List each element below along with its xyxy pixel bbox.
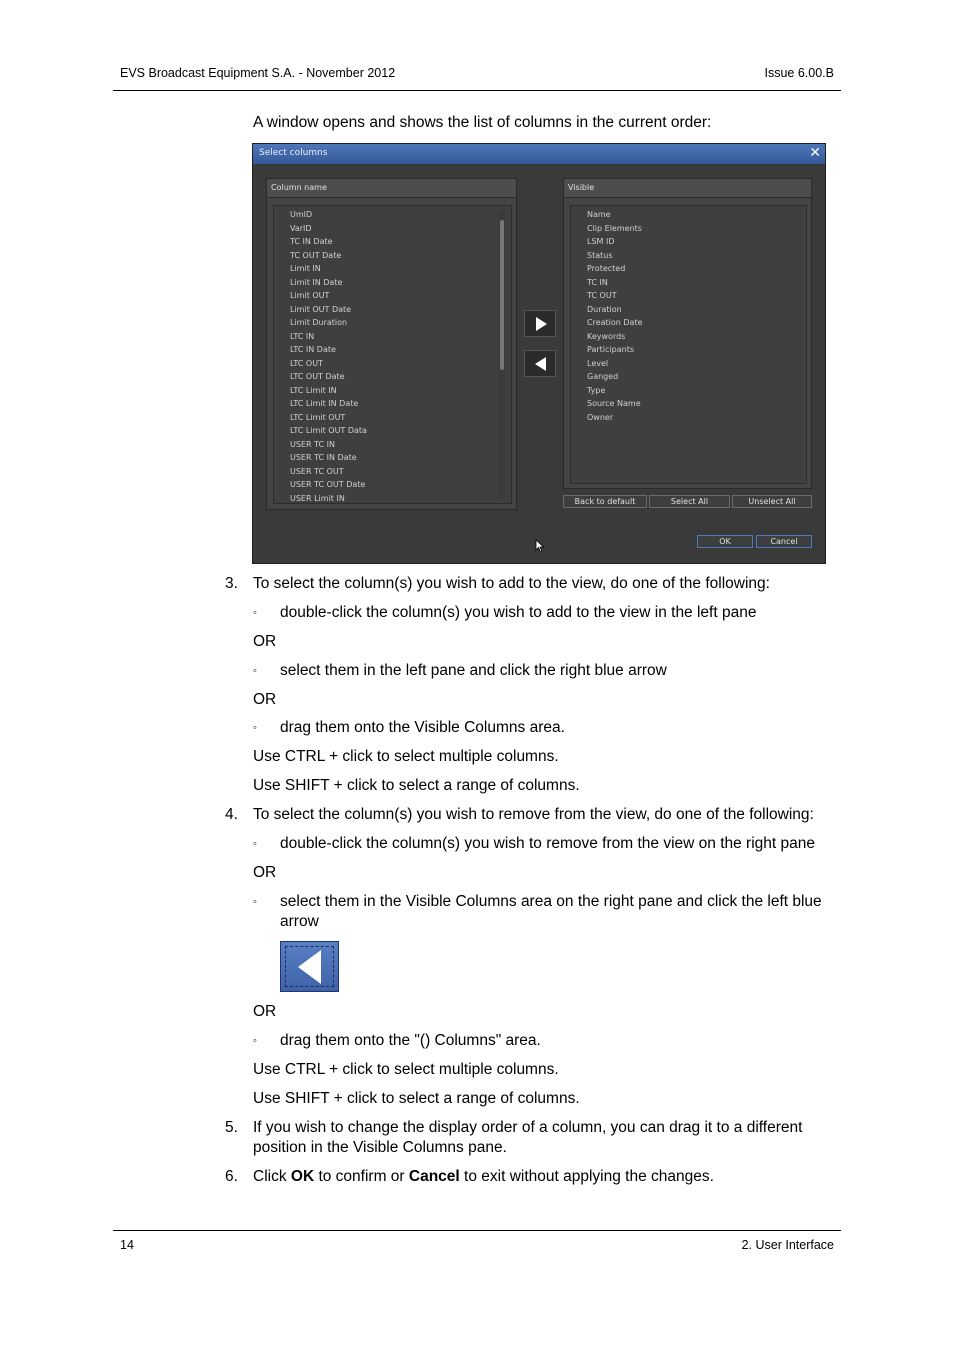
header-right: Issue 6.00.B xyxy=(764,66,834,80)
step4-bullet3: drag them onto the "() Columns" area. xyxy=(280,1032,541,1049)
column-name-header: Column name xyxy=(267,179,516,198)
scroll-thumb[interactable] xyxy=(500,220,504,370)
dialog-title: Select columns xyxy=(259,148,328,158)
remove-arrow-button[interactable] xyxy=(524,350,556,377)
mouse-cursor-icon xyxy=(535,539,545,553)
page-number: 14 xyxy=(120,1238,134,1252)
select-columns-dialog xyxy=(252,143,826,564)
left-item[interactable]: LTC OUT Date xyxy=(290,372,345,381)
left-item[interactable]: Limit OUT Date xyxy=(290,304,352,314)
step4-text: To select the column(s) you wish to remove from the view, do one of the following: xyxy=(253,806,814,823)
left-item[interactable]: TC OUT Date xyxy=(290,250,342,260)
step3-text: To select the column(s) you wish to add to the view, do one of the following: xyxy=(253,575,770,592)
step6-cancel: Cancel xyxy=(408,1168,460,1185)
left-item[interactable]: USER Limit IN xyxy=(290,493,345,503)
left-item[interactable]: USER TC OUT Date xyxy=(290,480,366,489)
right-item[interactable]: Owner xyxy=(587,412,614,422)
step6-post: to exit without applying the changes. xyxy=(459,1168,714,1185)
bullet-icon: ◦ xyxy=(253,896,257,908)
header-rule xyxy=(113,90,841,91)
bullet-icon: ◦ xyxy=(253,722,257,734)
right-item[interactable]: LSM ID xyxy=(587,237,615,246)
visible-columns-list[interactable] xyxy=(570,205,807,484)
bullet-icon: ◦ xyxy=(253,1035,257,1047)
step6-mid: to confirm or xyxy=(314,1168,409,1185)
step3-bullet2: select them in the left pane and click the right blue arrow xyxy=(280,662,667,679)
step3-bullet3: drag them onto the Visible Columns area. xyxy=(280,719,565,736)
right-item[interactable]: TC OUT xyxy=(587,291,617,300)
visible-panel xyxy=(563,178,812,489)
left-item[interactable]: Limit IN Date xyxy=(290,277,343,287)
step3-ctrl-note: Use CTRL + click to select multiple columns. xyxy=(253,748,559,765)
left-blue-arrow-icon xyxy=(280,941,339,992)
visible-header: Visible xyxy=(564,179,811,198)
right-item[interactable]: Ganged xyxy=(587,372,619,381)
back-to-default-button[interactable]: Back to default xyxy=(563,495,647,508)
bullet-icon: ◦ xyxy=(253,607,257,619)
right-arrow-icon xyxy=(536,317,547,331)
left-item[interactable]: LTC Limit OUT xyxy=(290,412,346,422)
left-item[interactable]: VarID xyxy=(290,223,312,233)
step6-ok: OK xyxy=(290,1168,315,1185)
step4-shift-note: Use SHIFT + click to select a range of columns. xyxy=(253,1090,580,1107)
left-item[interactable]: LTC IN Date xyxy=(290,345,336,354)
available-columns-list[interactable] xyxy=(273,205,512,504)
left-item[interactable]: LTC Limit IN xyxy=(290,385,337,395)
left-item[interactable]: UmID xyxy=(290,210,313,219)
right-item[interactable]: Participants xyxy=(587,345,634,354)
step3-number: 3. xyxy=(225,575,238,592)
bullet-icon: ◦ xyxy=(253,665,257,677)
close-icon[interactable]: ✕ xyxy=(809,145,821,161)
left-item[interactable]: USER TC OUT xyxy=(290,466,344,476)
step4-bullet2: select them in the Visible Columns area on the right pane and click the left blue arrow xyxy=(280,893,822,930)
left-item[interactable]: LTC Limit IN Date xyxy=(290,399,359,408)
left-item[interactable]: USER TC IN xyxy=(290,439,335,449)
unselect-all-button[interactable]: Unselect All xyxy=(732,495,812,508)
dialog-title-bar xyxy=(253,144,825,164)
left-item[interactable]: LTC OUT xyxy=(290,358,323,368)
right-item[interactable]: TC IN xyxy=(587,277,608,287)
left-item[interactable]: LTC IN xyxy=(290,331,315,341)
step3-bullet1: double-click the column(s) you wish to add to the view in the left pane xyxy=(280,604,757,621)
right-item[interactable]: Keywords xyxy=(587,331,626,341)
step4-or2: OR xyxy=(253,1003,277,1020)
step6-text xyxy=(253,1167,714,1187)
ok-button[interactable]: OK xyxy=(697,535,753,548)
step3-or1: OR xyxy=(253,633,277,650)
header-left: EVS Broadcast Equipment S.A. - November 2012 xyxy=(120,66,396,80)
right-item[interactable]: Level xyxy=(587,358,609,368)
step4-number: 4. xyxy=(225,806,238,823)
right-item[interactable]: Type xyxy=(587,385,606,395)
step6-number: 6. xyxy=(225,1168,238,1185)
step4-bullet1: double-click the column(s) you wish to remove from the view on the right pane xyxy=(280,835,815,852)
left-arrow-icon xyxy=(535,357,546,371)
right-item[interactable]: Protected xyxy=(587,264,626,273)
step4-ctrl-note: Use CTRL + click to select multiple columns. xyxy=(253,1061,559,1078)
footer-rule xyxy=(113,1230,841,1231)
left-item[interactable]: Limit IN xyxy=(290,264,321,273)
left-item[interactable]: Limit OUT xyxy=(290,291,330,300)
right-item[interactable]: Creation Date xyxy=(587,318,643,327)
right-item[interactable]: Status xyxy=(587,250,613,260)
left-item[interactable]: LTC Limit OUT Data xyxy=(290,426,367,435)
bullet-icon: ◦ xyxy=(253,838,257,850)
step3-or2: OR xyxy=(253,691,277,708)
left-item[interactable]: TC IN Date xyxy=(290,237,333,246)
footer-section: 2. User Interface xyxy=(741,1238,834,1252)
select-all-button[interactable]: Select All xyxy=(649,495,730,508)
step4-or1: OR xyxy=(253,864,277,881)
scrollbar[interactable] xyxy=(499,210,505,499)
right-item[interactable]: Duration xyxy=(587,304,622,314)
add-arrow-button[interactable] xyxy=(524,310,556,337)
step5-number: 5. xyxy=(225,1119,238,1136)
right-item[interactable]: Source Name xyxy=(587,399,641,408)
step6-pre: Click xyxy=(253,1168,291,1185)
right-item[interactable]: Clip Elements xyxy=(587,223,642,233)
step5-text: If you wish to change the display order of a column, you can drag it to a different position in the Visible Columns pane. xyxy=(253,1119,803,1156)
left-item[interactable]: Limit Duration xyxy=(290,318,348,327)
left-item[interactable]: USER TC IN Date xyxy=(290,453,357,462)
right-item[interactable]: Name xyxy=(587,210,611,219)
step3-shift-note: Use SHIFT + click to select a range of columns. xyxy=(253,777,580,794)
cancel-button[interactable]: Cancel xyxy=(756,535,812,548)
column-name-panel xyxy=(266,178,517,510)
intro-text: A window opens and shows the list of columns in the current order: xyxy=(253,114,712,131)
